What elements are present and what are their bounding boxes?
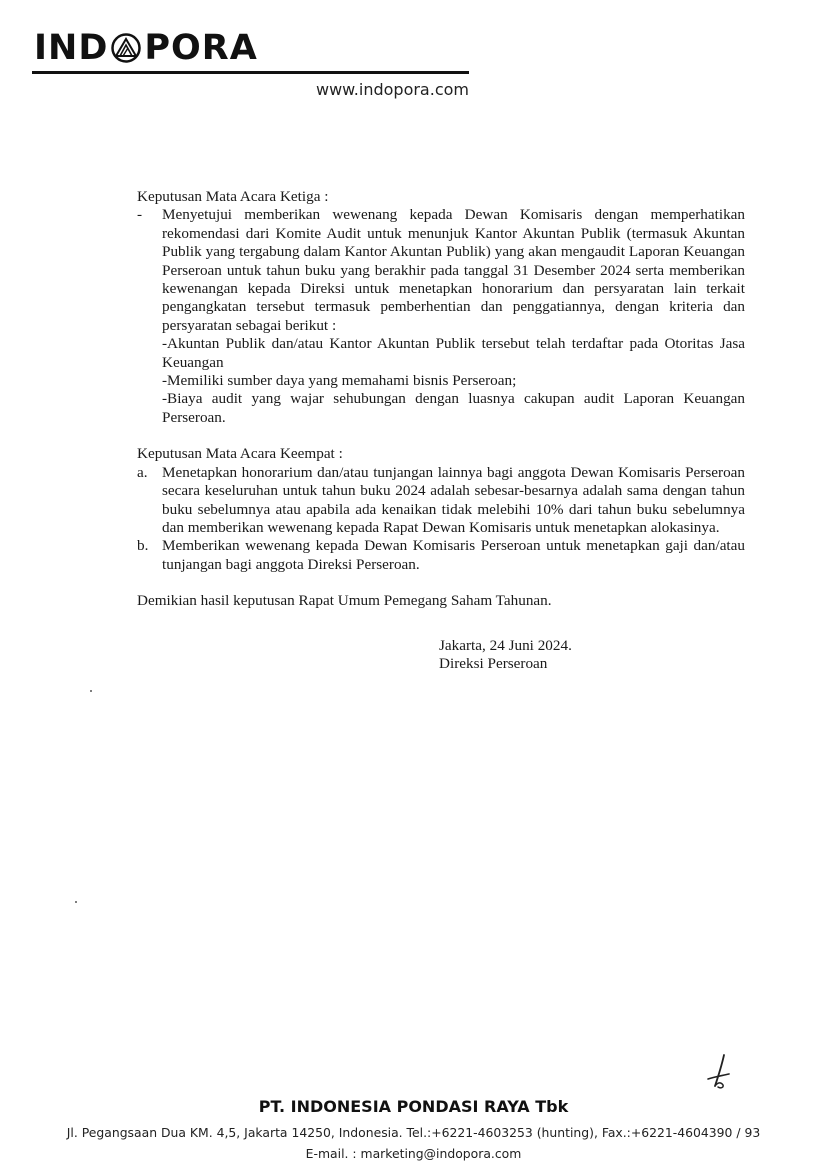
- logo-text-left: IND: [34, 28, 109, 68]
- criteria-item: -Biaya audit yang wajar sehubungan dengan luasnya cakupan audit Laporan Keuangan Perseroan.: [162, 390, 745, 426]
- list-marker: -: [137, 206, 143, 224]
- agenda4-item: [137, 537, 745, 574]
- footer-company-name: PT. INDONESIA PONDASI RAYA Tbk: [258, 1097, 569, 1116]
- agenda3-decision-text: Menyetujui memberikan wewenang kepada Dewan Komisaris dengan memperhatikan rekomendasi dari Komite Audit untuk menunjuk Kantor Akuntan Publik (termasuk Akuntan Publik yang tergabung dalam Kantor Akuntan Publik) yang akan mengaudit Laporan Keuangan Perseroan untuk tahun buku yang berakhir pada tanggal 31 Desember 2024 serta memberikan kewenangan kepada Direksi untuk menetapkan honorarium dan persyaratan lain terkait pengangkatan tersebut termasuk pemberhentian dan penggatiannya, dengan kriteria dan persyaratan sebagai berikut :: [162, 206, 745, 334]
- signature-block: [439, 637, 572, 674]
- handwritten-initial: [700, 1052, 736, 1092]
- letter-body: [137, 188, 745, 611]
- agenda4-heading: Keputusan Mata Acara Keempat :: [137, 445, 343, 463]
- indopora-emblem-icon: [110, 32, 142, 64]
- scan-speck: [75, 901, 77, 903]
- footer-address: Jl. Pegangsaan Dua KM. 4,5, Jakarta 14250, Indonesia. Tel.:+6221-4603253 (hunting), Fax.:+6221-4604390 / 93: [66, 1125, 761, 1140]
- footer-email: E-mail. : marketing@indopora.com: [305, 1146, 522, 1161]
- website-url: www.indopora.com: [316, 80, 469, 99]
- criteria-item: -Akuntan Publik dan/atau Kantor Akuntan Publik tersebut telah terdaftar pada Otoritas Jasa Keuangan: [162, 335, 745, 371]
- agenda4-item: [137, 464, 745, 538]
- criteria-item: -Memiliki sumber daya yang memahami bisnis Perseroan;: [162, 372, 517, 390]
- agenda4-item-text: Memberikan wewenang kepada Dewan Komisaris Perseroan untuk menetapkan gaji dan/atau tunjangan bagi anggota Direksi Perseroan.: [162, 537, 745, 573]
- company-logo: [34, 28, 258, 68]
- closing-statement: Demikian hasil keputusan Rapat Umum Pemegang Saham Tahunan.: [137, 592, 552, 610]
- agenda3-heading: Keputusan Mata Acara Ketiga :: [137, 188, 329, 205]
- signatory: Direksi Perseroan: [439, 655, 548, 673]
- agenda3-decision: [137, 206, 745, 427]
- place-date: Jakarta, 24 Juni 2024.: [439, 637, 572, 654]
- list-marker: a.: [137, 463, 148, 481]
- logo-text-right: PORA: [144, 28, 258, 68]
- scan-speck: [90, 690, 92, 692]
- list-marker: b.: [137, 537, 149, 555]
- agenda4-item-text: Menetapkan honorarium dan/atau tunjangan lainnya bagi anggota Dewan Komisaris Perseroan secara keseluruhan untuk tahun buku 2024 adalah sebesar-besarnya adalah sama dengan tahun buku sebelumnya atau apabila ada kenaikan tidak melebihi 10% dari tahun buku sebelumnya dan memberikan wewenang kepada Rapat Dewan Komisaris untuk menetapkan alokasinya.: [162, 463, 745, 536]
- letterhead-rule: [32, 71, 469, 74]
